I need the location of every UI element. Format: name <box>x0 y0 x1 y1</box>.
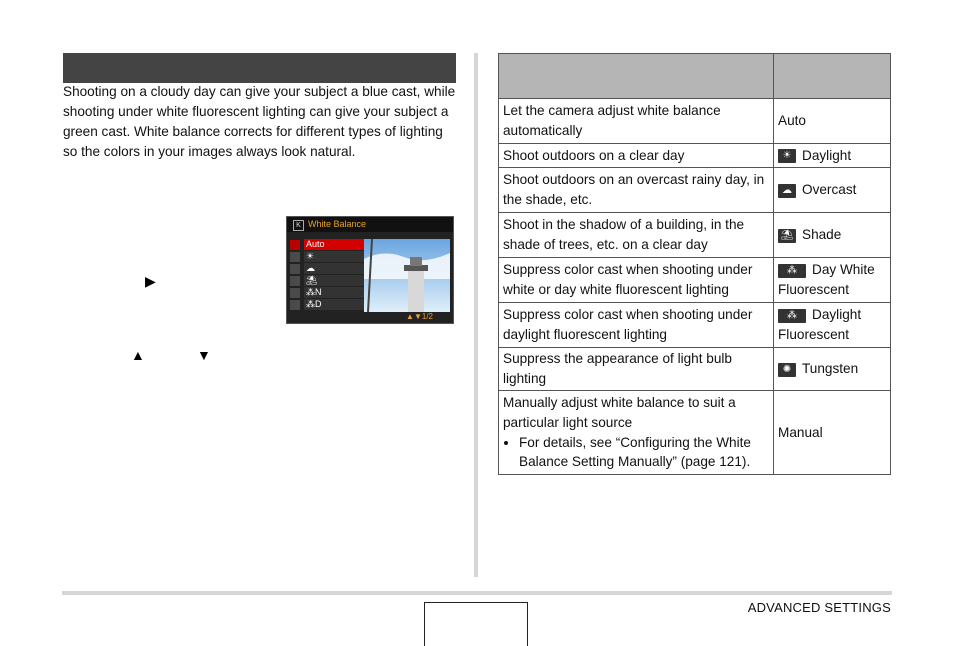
sun-icon: ☀ <box>778 149 796 163</box>
row-description: Manually adjust white balance to suit a particular light source • For details, see “Configuring the White Balance Setting Manually” (page 121). <box>499 391 774 475</box>
row-description: Let the camera adjust white balance automatically <box>499 99 774 144</box>
footer-section-label: ADVANCED SETTINGS <box>747 600 891 615</box>
camera-screen-title: K White Balance <box>287 217 453 232</box>
cloud-icon: ☁ <box>778 184 796 198</box>
back-icon: K <box>293 220 304 231</box>
cloud-icon: ☁ <box>306 263 315 273</box>
down-arrow-icon: ▼ <box>197 347 211 363</box>
camera-menu-item-auto: Auto <box>290 239 364 250</box>
fluorescent-n-icon: ⁂ <box>778 264 806 278</box>
sun-icon: ☀ <box>306 251 315 261</box>
table-row <box>499 168 891 213</box>
column-divider <box>474 53 478 577</box>
table-row <box>499 391 891 475</box>
table-row <box>499 258 891 303</box>
row-setting: Auto <box>774 99 891 144</box>
row-description: Shoot outdoors on a clear day <box>499 144 774 168</box>
row-description: Suppress color cast when shooting under white or day white fluorescent lighting <box>499 258 774 303</box>
camera-menu <box>290 239 364 311</box>
table-row <box>499 303 891 348</box>
camera-menu-item-fluor-d: ⁂D <box>290 299 364 310</box>
row-description: Suppress color cast when shooting under daylight fluorescent lighting <box>499 303 774 348</box>
camera-preview-image <box>364 239 450 312</box>
shade-icon: ⛱ <box>306 275 318 285</box>
fluorescent-d-icon: ⁂ <box>778 309 806 323</box>
shade-icon: ⛱ <box>778 229 796 243</box>
camera-screen <box>286 216 454 324</box>
row-setting: ⛱ Shade <box>774 213 891 258</box>
camera-menu-item-overcast <box>290 263 364 274</box>
section-header-bar <box>63 53 456 83</box>
bullet-item: • For details, see “Configuring the White Balance Setting Manually” (page 121). <box>519 433 769 472</box>
table-header-cell <box>774 54 891 99</box>
camera-page-indicator: ▲▼1/2 <box>406 312 433 321</box>
right-arrow-icon: ▶ <box>145 273 156 289</box>
bullet-list <box>503 433 769 472</box>
table-row <box>499 99 891 144</box>
up-arrow-icon: ▲ <box>131 347 145 363</box>
table-row <box>499 213 891 258</box>
fluorescent-icon: ⁂ <box>306 299 315 309</box>
table-header-cell <box>499 54 774 99</box>
row-setting: ☁ Overcast <box>774 168 891 213</box>
row-setting: ☀ Daylight <box>774 144 891 168</box>
table-header-row <box>499 54 891 99</box>
row-description: Shoot in the shadow of a building, in the shade of trees, etc. on a clear day <box>499 213 774 258</box>
row-setting: ⁂ Daylight Fluorescent <box>774 303 891 348</box>
row-setting: ✺ Tungsten <box>774 348 891 391</box>
row-description: Suppress the appearance of light bulb lighting <box>499 348 774 391</box>
camera-menu-item-fluor-n: ⁂N <box>290 287 364 298</box>
row-description: Shoot outdoors on an overcast rainy day, in the shade, etc. <box>499 168 774 213</box>
footer-divider <box>62 591 892 595</box>
camera-menu-item-shade <box>290 275 364 286</box>
table-row <box>499 348 891 391</box>
camera-menu-item-daylight <box>290 251 364 262</box>
fluorescent-icon: ⁂ <box>306 287 315 297</box>
table-row <box>499 144 891 168</box>
row-setting: Manual <box>774 391 891 475</box>
page-number-box <box>424 602 528 646</box>
bulb-icon: ✺ <box>778 363 796 377</box>
white-balance-table <box>498 53 891 475</box>
row-setting: ⁂ Day White Fluorescent <box>774 258 891 303</box>
intro-paragraph: Shooting on a cloudy day can give your subject a blue cast, while shooting under white fluorescent lighting can give your subject a green cast. White balance corrects for different types of lighting so the colors in your images always look natural. <box>63 84 456 159</box>
